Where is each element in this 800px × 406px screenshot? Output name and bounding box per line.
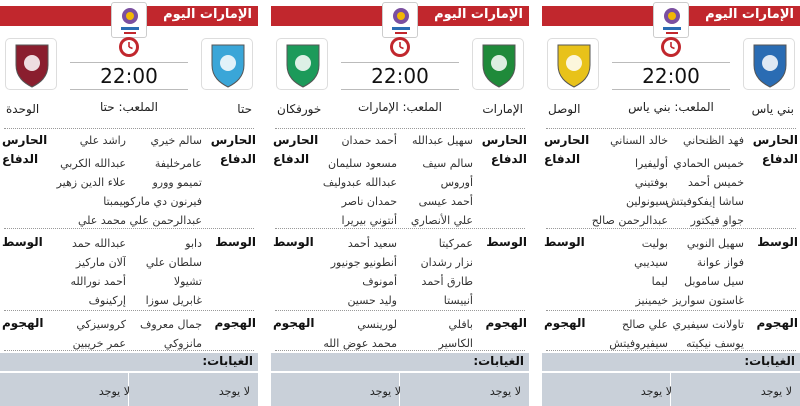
player-name: فواز عوانة xyxy=(696,256,744,269)
player-name: عبدالرحمن علي xyxy=(129,214,202,227)
absences-label: الغيابات: xyxy=(744,354,795,368)
away-def-players xyxy=(590,154,668,230)
player-name: أمونوف xyxy=(362,275,397,288)
dotted-divider xyxy=(4,128,254,129)
away-att-players xyxy=(590,315,668,353)
player-name: سيديبي xyxy=(634,256,668,269)
player-name: أحمد نورالله xyxy=(70,275,126,288)
absences-header xyxy=(542,353,800,371)
banner-title: الإمارات اليوم xyxy=(434,7,523,22)
away-mid-players xyxy=(590,234,668,310)
player-name: عامرخليفة xyxy=(154,157,202,170)
away-club-crest-icon xyxy=(547,38,599,90)
section-label-att: الهجوم xyxy=(544,316,586,330)
player-name: سالم سيف xyxy=(422,157,473,170)
player-name: سيفيروفيتش xyxy=(609,337,668,350)
player-name: طارق أحمد xyxy=(421,275,473,288)
player-name: أوروس xyxy=(440,176,473,189)
player-name: أنتوني بيريرا xyxy=(341,214,397,227)
dotted-divider xyxy=(4,310,254,311)
section-label-gk: الحارس xyxy=(544,133,590,147)
player-name: حمدان ناصر xyxy=(341,195,397,208)
section-label-mid: الوسط xyxy=(2,235,43,249)
stadium-label: الملعب: الإمارات xyxy=(357,100,443,114)
section-label-def: الدفاع xyxy=(761,152,798,166)
player-name: تميمو وورو xyxy=(152,176,202,189)
player-name: بافلي xyxy=(448,318,473,331)
away-club-crest-icon xyxy=(276,38,328,90)
section-label-att: الهجوم xyxy=(2,316,44,330)
league-logo-icon xyxy=(382,2,418,38)
kickoff-time: 22:00 xyxy=(341,62,459,90)
player-name: سعيد أحمد xyxy=(347,237,397,250)
player-name: عمركيتا xyxy=(438,237,473,250)
player-name: وليد حسين xyxy=(347,294,397,307)
player-name: يوسف نيكيته xyxy=(686,337,744,350)
home-gk-players xyxy=(124,131,202,150)
player-name: غاستون سواريز xyxy=(672,294,744,307)
away-mid-players xyxy=(319,234,397,310)
section-label-def: الدفاع xyxy=(273,152,310,166)
section-label-att: الهجوم xyxy=(273,316,315,330)
player-name: خيمينيز xyxy=(635,294,668,307)
player-name: سيونولين xyxy=(625,195,668,208)
player-name: أحمد عيسى xyxy=(418,195,473,208)
section-label-gk: الحارس xyxy=(752,133,798,147)
player-name: نزار رشدان xyxy=(420,256,473,269)
section-label-att: الهجوم xyxy=(485,316,527,330)
player-name: لورينسي xyxy=(357,318,397,331)
absences-header xyxy=(0,353,258,371)
player-name: عبدالرحمن صالح xyxy=(591,214,668,227)
player-name: خميس أحمد xyxy=(688,176,744,189)
home-club-crest-icon xyxy=(472,38,524,90)
home-def-players xyxy=(395,154,473,230)
dotted-divider xyxy=(546,128,796,129)
section-label-gk: الحارس xyxy=(210,133,256,147)
kickoff-time: 22:00 xyxy=(612,62,730,90)
home-team-name: حتا xyxy=(237,102,252,116)
absences-area xyxy=(0,373,258,406)
player-name: ساشا إيفكوفيتش xyxy=(666,195,744,208)
dotted-divider xyxy=(275,128,525,129)
section-label-def: الدفاع xyxy=(219,152,256,166)
absences-label: الغيابات: xyxy=(473,354,524,368)
home-team-name: بني ياس xyxy=(751,102,794,116)
away-absences: لا يوجد xyxy=(98,385,130,398)
home-att-players xyxy=(666,315,744,353)
player-name: عبدالله حمد xyxy=(71,237,126,250)
player-name: سلطان علي xyxy=(145,256,202,269)
player-name: إركينوف xyxy=(88,294,126,307)
section-label-mid: الوسط xyxy=(486,235,527,249)
match-card xyxy=(542,0,800,406)
clock-icon xyxy=(118,36,140,58)
player-name: مانزوكي xyxy=(163,337,202,350)
player-name: بوليت xyxy=(641,237,668,250)
player-name: مسعود سليمان xyxy=(327,157,397,170)
section-label-gk: الحارس xyxy=(481,133,527,147)
banner-title: الإمارات اليوم xyxy=(705,7,794,22)
away-mid-players xyxy=(48,234,126,310)
away-gk-players xyxy=(319,131,397,150)
match-card xyxy=(0,0,258,406)
away-gk-players xyxy=(590,131,668,150)
home-gk-players xyxy=(666,131,744,150)
player-name: محمد عوض الله xyxy=(323,337,397,350)
player-name: تاولانت سيفيري xyxy=(672,318,744,331)
away-club-crest-icon xyxy=(5,38,57,90)
player-name: فهد الظنحاني xyxy=(682,134,744,147)
clock-icon xyxy=(389,36,411,58)
league-logo-icon xyxy=(653,2,689,38)
section-label-def: الدفاع xyxy=(544,152,581,166)
player-name: جمال معروف xyxy=(140,318,202,331)
player-name: تشيولا xyxy=(173,275,202,288)
player-name: آلان ماركيز xyxy=(75,256,126,269)
player-name: غابريل سوزا xyxy=(145,294,202,307)
away-gk-players xyxy=(48,131,126,150)
home-absences: لا يوجد xyxy=(760,385,792,398)
player-name: علاء الدين زهير xyxy=(56,176,126,189)
match-card xyxy=(271,0,529,406)
player-name: راشد علي xyxy=(79,134,126,147)
away-team-name: الوحدة xyxy=(6,102,40,116)
player-name: الكاسير xyxy=(438,337,473,350)
section-label-mid: الوسط xyxy=(544,235,585,249)
player-name: سيل ساموبل xyxy=(684,275,744,288)
absences-label: الغيابات: xyxy=(202,354,253,368)
away-absences: لا يوجد xyxy=(640,385,672,398)
player-name: بوفتيني xyxy=(634,176,668,189)
home-mid-players xyxy=(666,234,744,310)
section-label-def: الدفاع xyxy=(2,152,39,166)
player-name: عمر خريبين xyxy=(72,337,126,350)
kickoff-time: 22:00 xyxy=(70,62,188,90)
player-name: أحمد حمدان xyxy=(341,134,397,147)
player-name: دابو xyxy=(185,237,202,250)
banner-title: الإمارات اليوم xyxy=(163,7,252,22)
away-def-players xyxy=(319,154,397,230)
home-absences: لا يوجد xyxy=(489,385,521,398)
player-name: عبدالله الكربي xyxy=(60,157,126,170)
home-club-crest-icon xyxy=(743,38,795,90)
player-name: أنييستا xyxy=(443,294,473,307)
away-att-players xyxy=(319,315,397,353)
section-label-gk: الحارس xyxy=(2,133,48,147)
home-absences: لا يوجد xyxy=(218,385,250,398)
player-name: ليما xyxy=(651,275,668,288)
home-def-players xyxy=(124,154,202,230)
player-name: كروسيزكي xyxy=(76,318,126,331)
player-name: خالد السناني xyxy=(610,134,668,147)
home-att-players xyxy=(395,315,473,353)
absences-area xyxy=(542,373,800,406)
home-mid-players xyxy=(124,234,202,310)
away-absences: لا يوجد xyxy=(369,385,401,398)
section-label-gk: الحارس xyxy=(273,133,319,147)
player-name: محمد علي xyxy=(78,214,126,227)
stadium-label: الملعب: بني ياس xyxy=(628,100,714,114)
dotted-divider xyxy=(546,310,796,311)
player-name: أوليفيرا xyxy=(634,157,668,170)
away-team-name: خورفكان xyxy=(277,102,322,116)
player-name: علي صالح xyxy=(621,318,668,331)
absences-header xyxy=(271,353,529,371)
section-label-att: الهجوم xyxy=(214,316,256,330)
home-gk-players xyxy=(395,131,473,150)
player-name: خميس الحمادي xyxy=(673,157,744,170)
home-def-players xyxy=(666,154,744,230)
player-name: أنطونيو جونيور xyxy=(330,256,397,269)
dotted-divider xyxy=(275,310,525,311)
stadium-label: الملعب: حتا xyxy=(99,100,159,114)
away-def-players xyxy=(48,154,126,230)
home-mid-players xyxy=(395,234,473,310)
away-team-name: الوصل xyxy=(548,102,581,116)
home-att-players xyxy=(124,315,202,353)
player-name: عبدالله عبدوليف xyxy=(322,176,397,189)
league-logo-icon xyxy=(111,2,147,38)
player-name: جواو فيكتور xyxy=(690,214,744,227)
player-name: سهيل عبدالله xyxy=(411,134,473,147)
player-name: بيمبتا xyxy=(103,195,126,208)
section-label-mid: الوسط xyxy=(215,235,256,249)
player-name: سالم خيري xyxy=(150,134,202,147)
player-name: سهيل النوبي xyxy=(686,237,744,250)
player-name: فيرنون دي ماركو xyxy=(124,195,202,208)
section-label-att: الهجوم xyxy=(756,316,798,330)
home-club-crest-icon xyxy=(201,38,253,90)
away-att-players xyxy=(48,315,126,353)
player-name: علي الأنصاري xyxy=(410,214,473,227)
absences-area xyxy=(271,373,529,406)
home-team-name: الإمارات xyxy=(482,102,523,116)
clock-icon xyxy=(660,36,682,58)
section-label-mid: الوسط xyxy=(757,235,798,249)
section-label-mid: الوسط xyxy=(273,235,314,249)
section-label-def: الدفاع xyxy=(490,152,527,166)
